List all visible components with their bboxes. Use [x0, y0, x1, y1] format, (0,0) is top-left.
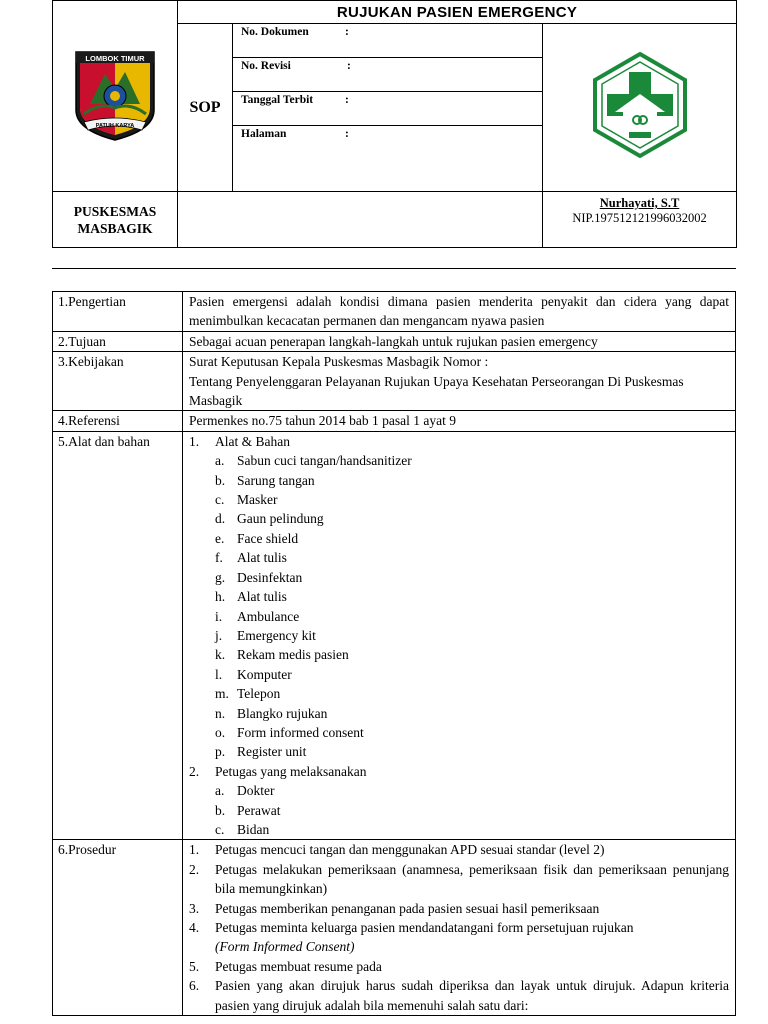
sop-header-table [52, 0, 737, 248]
petugas-list [189, 781, 729, 839]
list-item: f. Alat tulis [215, 550, 287, 566]
list-item: 1. Alat & Bahan [189, 433, 290, 449]
prosedur-step: 3. Petugas memberikan penanganan pada pasien sesuai hasil pemeriksaan [189, 900, 600, 916]
organization-name: PUSKESMAS MASBAGIK [53, 192, 178, 248]
svg-text:LOMBOK TIMUR: LOMBOK TIMUR [85, 53, 145, 63]
prosedur-list [189, 840, 729, 1015]
list-item: c. Bidan [215, 821, 270, 837]
list-item: b. Sarung tangan [215, 472, 315, 488]
list-item: o. Form informed consent [215, 724, 364, 740]
prosedur-step: 6. Pasien yang akan dirujuk harus sudah diperiksa dan layak untuk dirujuk. Adapun kriteria pasien yang dirujuk adalah bila memenuhi salah satu dari: [189, 978, 729, 1013]
prosedur-step: 5. Petugas membuat resume pada [189, 958, 382, 974]
signer-nip: NIP.197512121996032002 [572, 211, 707, 225]
row-alat-bahan: 5.Alat dan bahan 1. Alat & Bahan a. Sabun cuci tangan/handsanitizer b. Sarung tangan c. Masker d. Gaun pelindung e. Face shield f. Alat tulis g. Desinfektan h. Alat tulis i. Ambulance j. Emergency kit k. Rekam medis pasien l. Komputer m. Telepon n. Blangko rujukan o. Form informed consent p. Register unit 2. Petugas yang melaksanakan a. Dokter b. Perawat c. Bidan [53, 431, 736, 840]
list-item: k. Rekam medis pasien [215, 647, 349, 663]
list-item: i. Ambulance [215, 608, 300, 624]
row-kebijakan: 3.Kebijakan Surat Keputusan Kepala Puskesmas Masbagik Nomor : Tentang Penyelenggaran Pelayanan Rujukan Upaya Kesehatan Perseorangan Di Puskesmas Masbagik [53, 352, 736, 411]
list-item: a. Sabun cuci tangan/handsanitizer [215, 453, 412, 469]
list-item: j. Emergency kit [215, 627, 316, 643]
field-tanggal-terbit: Tanggal Terbit : [233, 92, 542, 126]
list-item: p. Register unit [215, 744, 307, 760]
prosedur-step: 4. Petugas meminta keluarga pasien mendandatangani form persetujuan rujukan (Form Informed Consent) [189, 920, 634, 955]
row-referensi: 4.Referensi Permenkes no.75 tahun 2014 bab 1 pasal 1 ayat 9 [53, 411, 736, 431]
prosedur-step: 2. Petugas melakukan pemeriksaan (anamnesa, pemeriksaan fisik dan pemeriksaan penunjang bila memungkinkan) [189, 861, 729, 897]
sop-content-table [52, 291, 736, 1016]
separator-line [52, 268, 736, 269]
list-item: d. Gaun pelindung [215, 511, 324, 527]
logo-left-cell [53, 1, 178, 192]
document-title: RUJUKAN PASIEN EMERGENCY [178, 1, 737, 24]
field-no-dokumen: No. Dokumen : [233, 24, 542, 58]
svg-text:PATUH KARYA: PATUH KARYA [95, 122, 135, 129]
field-halaman: Halaman : [241, 128, 349, 140]
list-item: n. Blangko rujukan [215, 705, 328, 721]
logo-right-cell [543, 24, 737, 192]
list-item: a. Dokter [215, 783, 275, 799]
signatory [543, 192, 737, 248]
row-pengertian: 1.Pengertian Pasien emergensi adalah kondisi dimana pasien menderita penyakit dan cidera yang dapat menimbulkan kecacatan permanen dan mengancam nyawa pasien [53, 292, 736, 332]
blank-cell [178, 192, 543, 248]
signer-name: Nurhayati, S.T [599, 196, 680, 210]
list-item: c. Masker [215, 492, 278, 508]
puskesmas-logo-icon [585, 50, 695, 160]
list-item: g. Desinfektan [215, 569, 303, 585]
field-no-revisi: No. Revisi : [233, 58, 542, 92]
list-item: b. Perawat [215, 802, 281, 818]
list-item: 2. Petugas yang melaksanakan [189, 763, 367, 779]
row-prosedur: 6.Prosedur 1. Petugas mencuci tangan dan menggunakan APD sesuai standar (level 2) 2. Petugas melakukan pemeriksaan (anamnesa, pemeriksaan fisik dan pemeriksaan penunjang bila memungkinkan) 3. Petugas memberikan penanganan pada pasien sesuai hasil pemeriksaan 4. Petugas meminta keluarga pasien mendandatangani form persetujuan rujukan (Form Informed Consent) 5. Petugas membuat resume pada 6. Pasien yang akan dirujuk harus sudah diperiksa dan layak untuk dirujuk. Adapun kriteria pasien yang dirujuk adalah bila memenuhi salah satu dari: [53, 840, 736, 1016]
sop-label: SOP [178, 24, 233, 192]
document-fields [233, 24, 543, 192]
row-tujuan: 2.Tujuan Sebagai acuan penerapan langkah-langkah untuk rujukan pasien emergency [53, 331, 736, 351]
lombok-timur-crest-icon [70, 44, 160, 144]
list-item: l. Komputer [215, 666, 292, 682]
list-item: e. Face shield [215, 530, 299, 546]
list-item: h. Alat tulis [215, 589, 287, 605]
list-item: m. Telepon [215, 686, 281, 702]
alat-bahan-list [189, 451, 729, 762]
prosedur-step: 1. Petugas mencuci tangan dan menggunakan APD sesuai standar (level 2) [189, 842, 605, 858]
